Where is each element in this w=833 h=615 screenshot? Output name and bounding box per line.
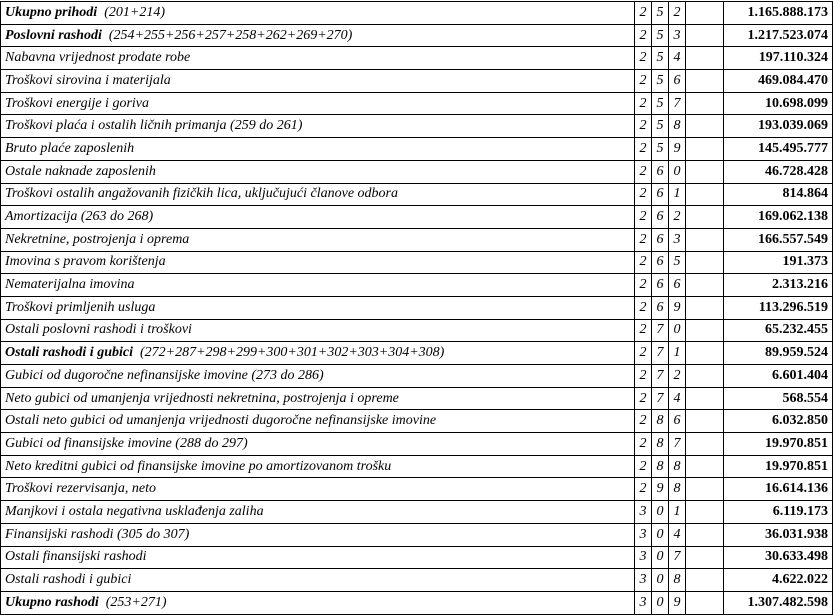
aop-digit: 6 [652, 251, 669, 274]
note-cell [686, 410, 724, 433]
note-cell [686, 365, 724, 388]
note-cell [686, 478, 724, 501]
aop-digit: 1 [669, 501, 686, 524]
aop-digit: 7 [652, 365, 669, 388]
aop-digit: 3 [635, 501, 652, 524]
row-label: Nematerijalna imovina [5, 277, 135, 293]
aop-digit: 3 [635, 591, 652, 614]
row-description [1, 296, 635, 319]
row-amount: 1.307.482.598 [724, 591, 833, 614]
table-row [1, 206, 833, 229]
row-amount: 89.959.524 [724, 342, 833, 365]
aop-digit: 3 [635, 523, 652, 546]
row-description [1, 24, 635, 47]
table-row [1, 47, 833, 70]
note-cell [686, 138, 724, 161]
aop-digit: 2 [635, 206, 652, 229]
row-description [1, 251, 635, 274]
row-formula: (201+214) [104, 4, 165, 20]
table-row [1, 455, 833, 478]
table-row [1, 342, 833, 365]
row-label: Gubici od finansijske imovine (288 do 297) [5, 435, 248, 451]
aop-digit: 9 [669, 296, 686, 319]
aop-digit: 2 [635, 92, 652, 115]
aop-digit: 7 [652, 387, 669, 410]
note-cell [686, 569, 724, 592]
table-row [1, 92, 833, 115]
row-amount: 145.495.777 [724, 138, 833, 161]
aop-digit: 2 [635, 319, 652, 342]
row-formula: (254+255+256+257+258+262+269+270) [108, 27, 353, 43]
aop-digit: 3 [635, 546, 652, 569]
row-amount: 814.864 [724, 183, 833, 206]
row-formula: (253+271) [105, 594, 167, 610]
aop-digit: 6 [652, 228, 669, 251]
row-amount: 197.110.324 [724, 47, 833, 70]
table-body [1, 2, 833, 615]
note-cell [686, 206, 724, 229]
aop-digit: 5 [652, 92, 669, 115]
aop-digit: 2 [635, 183, 652, 206]
row-description [1, 410, 635, 433]
row-description [1, 546, 635, 569]
note-cell [686, 387, 724, 410]
note-cell [686, 24, 724, 47]
aop-digit: 1 [669, 183, 686, 206]
row-description [1, 591, 635, 614]
note-cell [686, 455, 724, 478]
row-description [1, 228, 635, 251]
row-label: Troškovi primljenih usluga [5, 299, 156, 315]
table-row [1, 319, 833, 342]
table-row [1, 501, 833, 524]
table-row [1, 569, 833, 592]
aop-digit: 2 [635, 138, 652, 161]
table-row [1, 70, 833, 93]
aop-digit: 2 [669, 365, 686, 388]
row-label: Nekretnine, postrojenja i oprema [5, 231, 190, 247]
row-amount: 166.557.549 [724, 228, 833, 251]
row-amount: 193.039.069 [724, 115, 833, 138]
aop-digit: 6 [652, 183, 669, 206]
row-label: Troškovi sirovina i materijala [5, 72, 171, 88]
note-cell [686, 296, 724, 319]
aop-digit: 5 [652, 70, 669, 93]
row-amount: 169.062.138 [724, 206, 833, 229]
row-amount: 6.119.173 [724, 501, 833, 524]
note-cell [686, 92, 724, 115]
note-cell [686, 342, 724, 365]
table-row [1, 365, 833, 388]
row-amount: 65.232.455 [724, 319, 833, 342]
aop-digit: 2 [635, 228, 652, 251]
row-amount: 568.554 [724, 387, 833, 410]
row-label: Ostali rashodi i gubici [5, 345, 133, 361]
row-label: Ostale naknade zaposlenih [5, 163, 156, 179]
aop-digit: 5 [652, 2, 669, 25]
note-cell [686, 47, 724, 70]
row-description [1, 274, 635, 297]
table-row [1, 274, 833, 297]
row-label: Ostali rashodi i gubici [5, 572, 132, 588]
row-amount: 16.614.136 [724, 478, 833, 501]
aop-digit: 9 [652, 478, 669, 501]
note-cell [686, 228, 724, 251]
row-label: Neto gubici od umanjenja vrijednosti nekretnina, postrojenja i opreme [5, 390, 399, 406]
aop-digit: 4 [669, 387, 686, 410]
aop-digit: 6 [669, 410, 686, 433]
row-amount: 469.084.470 [724, 70, 833, 93]
aop-digit: 2 [635, 365, 652, 388]
row-description [1, 523, 635, 546]
table-row [1, 228, 833, 251]
row-description [1, 455, 635, 478]
aop-digit: 8 [652, 410, 669, 433]
row-description [1, 387, 635, 410]
note-cell [686, 115, 724, 138]
table-row [1, 138, 833, 161]
row-label: Neto kreditni gubici od finansijske imovine po amortizovanom trošku [5, 458, 392, 474]
note-cell [686, 501, 724, 524]
row-label: Ostali neto gubici od umanjenja vrijednosti dugoročne nefinansijske imovine [5, 413, 437, 429]
aop-digit: 9 [669, 138, 686, 161]
aop-digit: 2 [635, 478, 652, 501]
row-amount: 4.622.022 [724, 569, 833, 592]
row-label: Troškovi ostalih angažovanih fizičkih lica, uključujući članove odbora [5, 186, 398, 202]
aop-digit: 2 [669, 2, 686, 25]
table-row [1, 160, 833, 183]
aop-digit: 2 [635, 342, 652, 365]
row-description [1, 342, 635, 365]
aop-digit: 6 [652, 274, 669, 297]
row-amount: 191.373 [724, 251, 833, 274]
row-label: Ostali poslovni rashodi i troškovi [5, 322, 192, 338]
aop-digit: 5 [669, 251, 686, 274]
aop-digit: 0 [669, 319, 686, 342]
row-label: Finansijski rashodi (305 do 307) [5, 526, 190, 542]
row-amount: 2.313.216 [724, 274, 833, 297]
row-amount: 19.970.851 [724, 455, 833, 478]
aop-digit: 2 [635, 296, 652, 319]
aop-digit: 9 [669, 591, 686, 614]
table-row [1, 546, 833, 569]
note-cell [686, 183, 724, 206]
aop-digit: 7 [652, 342, 669, 365]
aop-digit: 7 [669, 433, 686, 456]
row-label: Imovina s pravom korištenja [5, 254, 166, 270]
table-row [1, 387, 833, 410]
row-description [1, 160, 635, 183]
aop-digit: 6 [652, 296, 669, 319]
row-label: Ukupno prihodi [5, 4, 98, 20]
row-amount: 6.601.404 [724, 365, 833, 388]
aop-digit: 2 [635, 455, 652, 478]
note-cell [686, 319, 724, 342]
note-cell [686, 2, 724, 25]
row-description [1, 183, 635, 206]
table-row [1, 591, 833, 614]
aop-digit: 4 [669, 523, 686, 546]
aop-digit: 3 [669, 228, 686, 251]
aop-digit: 0 [652, 591, 669, 614]
note-cell [686, 274, 724, 297]
aop-digit: 2 [635, 2, 652, 25]
table-row [1, 24, 833, 47]
row-label: Gubici od dugoročne nefinansijske imovine (273 do 286) [5, 367, 324, 383]
financial-table [0, 1, 833, 615]
row-label: Troškovi rezervisanja, neto [5, 481, 157, 497]
row-amount: 36.031.938 [724, 523, 833, 546]
aop-digit: 1 [669, 342, 686, 365]
row-amount: 113.296.519 [724, 296, 833, 319]
row-amount: 1.165.888.173 [724, 2, 833, 25]
aop-digit: 8 [669, 569, 686, 592]
row-description [1, 365, 635, 388]
row-amount: 30.633.498 [724, 546, 833, 569]
aop-digit: 5 [652, 138, 669, 161]
aop-digit: 5 [652, 24, 669, 47]
aop-digit: 6 [652, 206, 669, 229]
aop-digit: 0 [652, 546, 669, 569]
row-description [1, 569, 635, 592]
aop-digit: 5 [652, 115, 669, 138]
row-label: Poslovni rashodi [5, 27, 102, 43]
note-cell [686, 160, 724, 183]
row-description [1, 70, 635, 93]
note-cell [686, 546, 724, 569]
aop-digit: 6 [652, 160, 669, 183]
aop-digit: 7 [669, 546, 686, 569]
note-cell [686, 251, 724, 274]
aop-digit: 8 [652, 455, 669, 478]
aop-digit: 2 [635, 410, 652, 433]
table-row [1, 410, 833, 433]
aop-digit: 8 [652, 433, 669, 456]
table-row [1, 251, 833, 274]
aop-digit: 0 [652, 569, 669, 592]
aop-digit: 0 [652, 501, 669, 524]
aop-digit: 2 [635, 274, 652, 297]
row-description [1, 433, 635, 456]
aop-digit: 2 [635, 70, 652, 93]
row-label: Amortizacija (263 do 268) [5, 209, 154, 225]
note-cell [686, 523, 724, 546]
table-row [1, 523, 833, 546]
row-description [1, 206, 635, 229]
aop-digit: 2 [635, 387, 652, 410]
note-cell [686, 70, 724, 93]
aop-digit: 2 [635, 251, 652, 274]
table-row [1, 183, 833, 206]
row-description [1, 501, 635, 524]
row-label: Troškovi plaća i ostalih ličnih primanja (259 do 261) [5, 118, 303, 134]
row-amount: 1.217.523.074 [724, 24, 833, 47]
aop-digit: 5 [652, 47, 669, 70]
row-label: Ostali finansijski rashodi [5, 549, 147, 565]
table-row [1, 2, 833, 25]
aop-digit: 8 [669, 478, 686, 501]
row-description [1, 319, 635, 342]
aop-digit: 2 [635, 433, 652, 456]
row-label: Manjkovi i ostala negativna usklađenja zaliha [5, 503, 264, 519]
aop-digit: 2 [635, 115, 652, 138]
row-amount: 46.728.428 [724, 160, 833, 183]
table-row [1, 115, 833, 138]
note-cell [686, 591, 724, 614]
row-label: Ukupno rashodi [5, 594, 99, 610]
row-description [1, 47, 635, 70]
aop-digit: 8 [669, 115, 686, 138]
row-description [1, 478, 635, 501]
aop-digit: 3 [635, 569, 652, 592]
row-formula: (272+287+298+299+300+301+302+303+304+308) [139, 345, 445, 361]
row-amount: 10.698.099 [724, 92, 833, 115]
table-row [1, 296, 833, 319]
table-row [1, 478, 833, 501]
row-description [1, 2, 635, 25]
row-label: Bruto plaće zaposlenih [5, 140, 135, 156]
aop-digit: 0 [652, 523, 669, 546]
aop-digit: 7 [652, 319, 669, 342]
row-label: Troškovi energije i goriva [5, 95, 149, 111]
table-row [1, 433, 833, 456]
aop-digit: 2 [669, 206, 686, 229]
aop-digit: 0 [669, 160, 686, 183]
row-amount: 19.970.851 [724, 433, 833, 456]
aop-digit: 2 [635, 160, 652, 183]
row-description [1, 115, 635, 138]
aop-digit: 2 [635, 24, 652, 47]
note-cell [686, 433, 724, 456]
aop-digit: 6 [669, 274, 686, 297]
aop-digit: 8 [669, 455, 686, 478]
row-amount: 6.032.850 [724, 410, 833, 433]
row-description [1, 92, 635, 115]
row-label: Nabavna vrijednost prodate robe [5, 50, 191, 66]
aop-digit: 6 [669, 70, 686, 93]
aop-digit: 3 [669, 24, 686, 47]
aop-digit: 7 [669, 92, 686, 115]
aop-digit: 2 [635, 47, 652, 70]
aop-digit: 4 [669, 47, 686, 70]
row-description [1, 138, 635, 161]
